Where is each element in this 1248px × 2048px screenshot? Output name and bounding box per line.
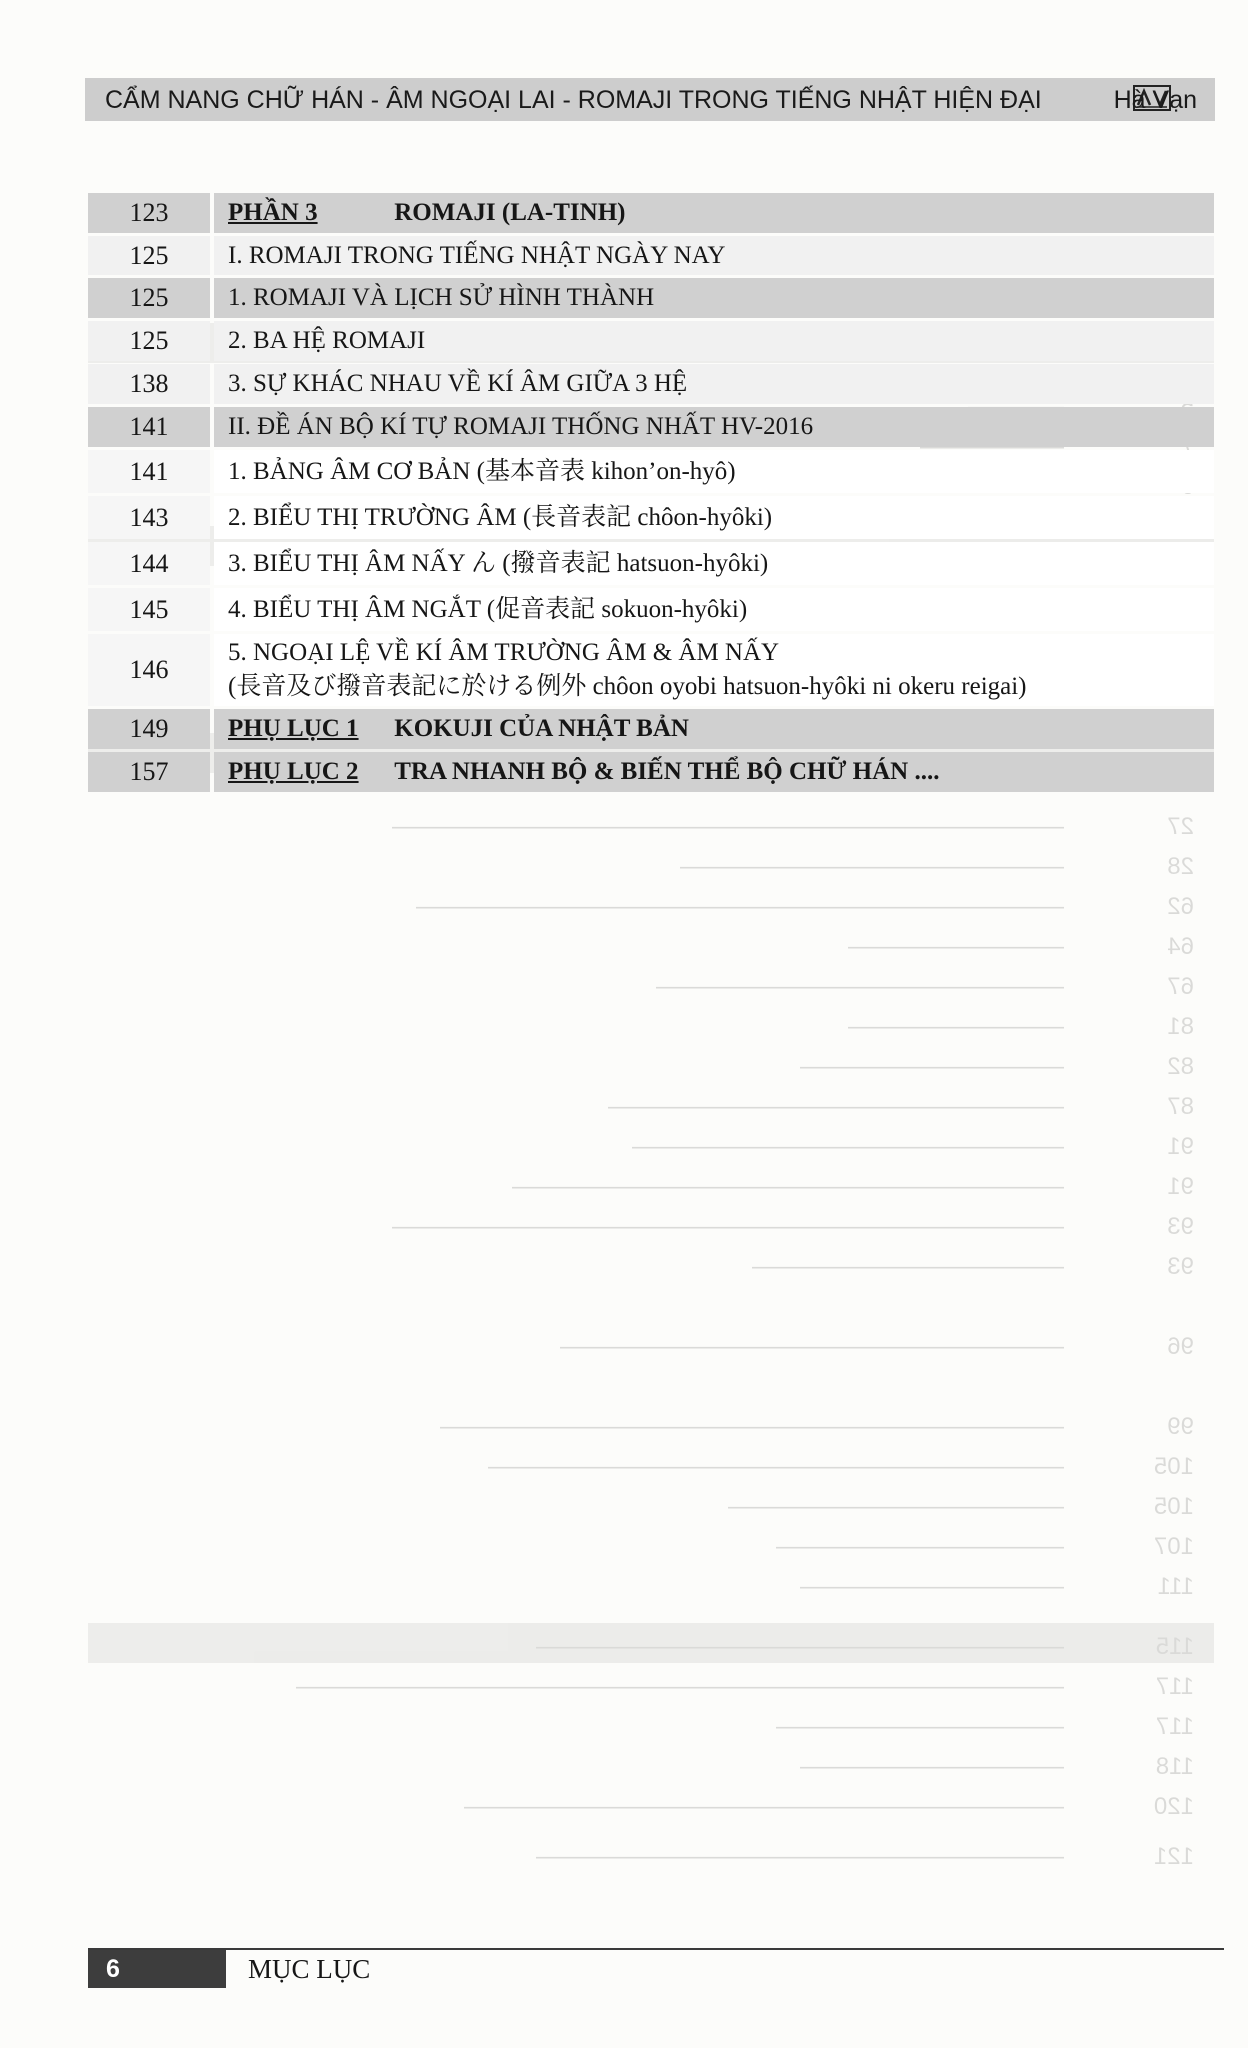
toc-entry-subtext: (長音及び撥音表記に於ける例外 chôon oyobi hatsuon-hyôki ni okeru reigai) [228,673,1027,700]
toc-page-number: 157 [88,752,210,792]
footer-divider [88,1948,1224,1950]
toc-entry-text: 1. ROMAJI VÀ LỊCH SỬ HÌNH THÀNH [214,278,1214,318]
toc-entry-text: 2. BIỂU THỊ TRƯỜNG ÂM (長音表記 chôon-hyôki) [214,496,1214,539]
appendix-label: PHỤ LỤC 2 [228,758,359,785]
author-name: Hà Vạn [1113,86,1197,114]
section-name: MỤC LỤC [248,1954,371,1984]
toc-page-number: 146 [88,634,210,706]
book-title: CẨM NANG CHỮ HÁN - ÂM NGOẠI LAI - ROMAJI TRONG TIẾNG NHẬT HIỆN ĐẠI [105,86,1042,114]
toc-row [88,278,1214,318]
appendix-label: PHỤ LỤC 1 [228,715,359,742]
bleed-through-background: 27 ———————————————————————————— 28 ———————————————— 62 ——————————————————————————— 64 ————————— 67 ————————————————— 81 ————————— 82 ——————————— 87 ——————————————————— 91 —————————————————— 91 ——————————————————————— 93 ———————————————————————————— 93 ————————————— 96 ————————————————————— 99 —————————————————————————— 105 ———————————————————————— 105 —————————————— 107 ———————————— 111 ——————————— 115 —————————————————————— 117 ———————————————————————————————— 117 ———————————— 118 ——————————— 120 ————————————————————————— 121 —————————————————————— [88,193,1214,1913]
toc-page-number: 123 [88,193,210,233]
page-footer [88,1948,1224,1988]
toc-row [88,588,1214,631]
toc-row [88,450,1214,493]
toc-entry-text: 3. BIỂU THỊ ÂM NẤY ん (撥音表記 hatsuon-hyôki) [214,542,1214,585]
toc-page-number: 143 [88,496,210,539]
toc-page-number: 144 [88,542,210,585]
toc-entry-text: II. ĐỀ ÁN BỘ KÍ TỰ ROMAJI THỐNG NHẤT HV-2016 [214,407,1214,447]
part-label: PHẦN 3 [228,199,318,226]
toc-page-number: 141 [88,450,210,493]
toc-row [88,496,1214,539]
toc-entry-text: 3. SỰ KHÁC NHAU VỀ KÍ ÂM GIỮA 3 HỆ [214,364,1214,404]
toc-row [88,709,1214,749]
toc-page-number: 125 [88,236,210,275]
toc-page-number: 141 [88,407,210,447]
toc-page-number: 149 [88,709,210,749]
toc-entry-text: 2. BA HỆ ROMAJI [214,321,1214,361]
toc-entry-text: 4. BIỂU THỊ ÂM NGẮT (促音表記 sokuon-hyôki) [214,588,1214,631]
toc-page-number: 125 [88,278,210,318]
page-number: 6 [88,1950,226,1988]
toc-row [88,364,1214,404]
toc-entry-text: KOKUJI CỦA NHẬT BẢN [394,715,689,742]
page-header [85,78,1215,121]
toc-entry-text: I. ROMAJI TRONG TIẾNG NHẬT NGÀY NAY [214,236,1214,275]
toc-row [88,321,1214,361]
toc-entry-text: TRA NHANH BỘ & BIẾN THỂ BỘ CHỮ HÁN .... [394,758,940,785]
toc-entry-text: 1. BẢNG ÂM CƠ BẢN (基本音表 kihon’on-hyô) [214,450,1214,493]
toc-page-number: 125 [88,321,210,361]
toc-row [88,407,1214,447]
toc-row [88,752,1214,792]
toc-page-number: 145 [88,588,210,631]
toc-entry-text: ROMAJI (LA-TINH) [394,199,626,226]
toc-row [88,236,1214,275]
toc-row [88,542,1214,585]
toc-row [88,634,1214,706]
toc-row [88,193,1214,233]
toc-page-number: 138 [88,364,210,404]
toc-entry-text: 5. NGOẠI LỆ VỀ KÍ ÂM TRƯỜNG ÂM & ÂM NẤY [228,639,780,666]
